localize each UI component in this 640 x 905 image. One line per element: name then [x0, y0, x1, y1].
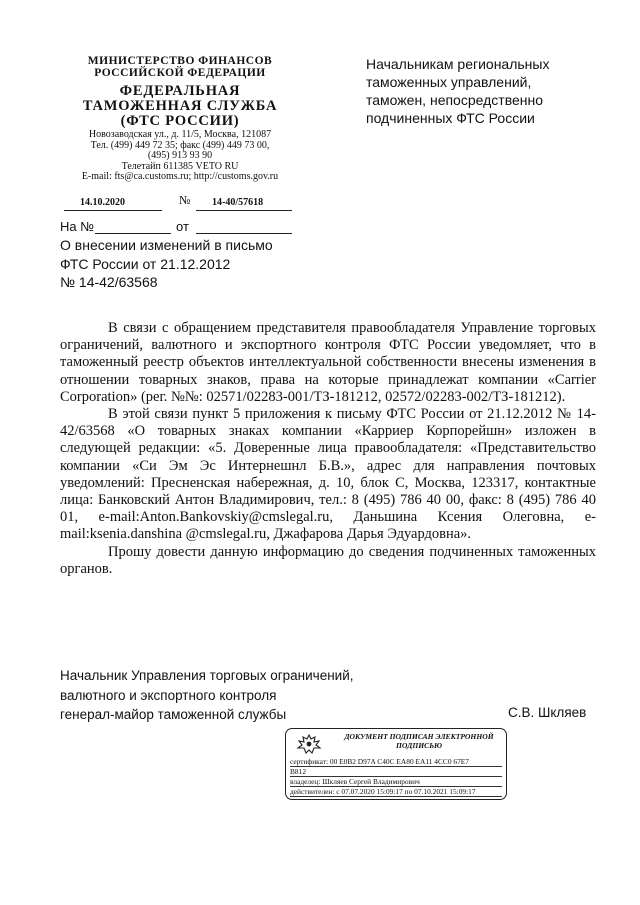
service-line: ТАМОЖЕННАЯ СЛУЖБА: [82, 98, 278, 114]
stamp-certificate: сертификат: 00 E0B2 D97A C40C EA80 EA11 4CC0 67E7: [290, 757, 502, 767]
registration-date: 14.10.2020: [80, 197, 125, 208]
reference-from-label: от: [176, 219, 189, 234]
subject-line: ФТС России от 21.12.2012: [60, 255, 231, 272]
stamp-title-line: ДОКУМЕНТ ПОДПИСАН ЭЛЕКТРОННОЙ: [344, 732, 494, 741]
addressee-line: таможенных управлений,: [366, 74, 532, 90]
body-paragraph: В связи с обращением представителя правообладателя Управление торговых ограничений, валютного и экспортного контроля ФТС России уведомляет, что в таможенный реестр объектов интеллектуальной собственности внесены изменения в отношении товарных знаков, права на которые принадлежат компании «Carrier Corporation» (рег. №№: 02571/02283-001/ТЗ-181212, 02572/02283-002/ТЗ-181212).: [60, 320, 596, 405]
service-line: (ФТС РОССИИ): [120, 113, 240, 129]
reference-number-label: На №: [60, 219, 95, 234]
stamp-title: [334, 733, 504, 750]
addressee-line: таможен, непосредственно: [366, 92, 544, 108]
ministry-name: [60, 55, 300, 79]
addressee-line: подчиненных ФТС России: [366, 110, 535, 126]
contact-block: [60, 130, 300, 183]
stamp-owner: владелец: Шкляев Сергей Владимирович: [290, 777, 502, 787]
signatory-position: [60, 666, 390, 725]
reference-date-underline: [196, 233, 292, 234]
subject-line: О внесении изменений в письмо: [60, 237, 273, 253]
subject-line: № 14-42/63568: [60, 274, 158, 290]
service-line: ФЕДЕРАЛЬНАЯ: [119, 83, 241, 99]
position-line: Начальник Управления торговых ограничений,: [60, 668, 354, 683]
contact-line: (495) 913 93 90: [147, 150, 213, 162]
ministry-line: РОССИЙСКОЙ ФЕДЕРАЦИИ: [94, 67, 266, 79]
position-line: генерал-майор таможенной службы: [60, 707, 287, 722]
contact-line: E-mail: fts@ca.customs.ru; http://customs.gov.ru: [81, 171, 279, 183]
body-paragraph: Прошу довести данную информацию до сведения подчиненных таможенных органов.: [60, 543, 596, 577]
number-sign: №: [179, 193, 191, 207]
position-line: валютного и экспортного контроля: [60, 687, 277, 703]
service-name: [60, 84, 300, 129]
addressee-block: [366, 55, 616, 127]
subject-block: [60, 236, 320, 292]
stamp-title-line: ПОДПИСЬЮ: [395, 740, 443, 750]
ministry-line: МИНИСТЕРСТВО ФИНАНСОВ: [87, 55, 273, 67]
contact-line: Тел. (499) 449 72 35; факс (499) 449 73 00,: [90, 139, 270, 151]
reference-number-underline: [95, 233, 171, 234]
addressee-line: Начальникам региональных: [366, 56, 550, 72]
number-underline: [196, 210, 292, 211]
eagle-emblem-icon: [294, 732, 324, 758]
stamp-validity: действителен: с 07.07.2020 15:09:17 по 07.10.2021 15:09:17: [290, 787, 502, 797]
registration-number: 14-40/57618: [212, 197, 264, 208]
stamp-certificate-cont: B812: [290, 767, 502, 777]
body-paragraph: В этой связи пункт 5 приложения к письму ФТС России от 21.12.2012 № 14-42/63568 «О товарных знаках компании «Карриер Корпорейшн» изложен в следующей редакции: «5. Доверенные лица правообладателя: «Представительство компании «Си Эм Эс Интернешнл Б.В.», адрес для направления почтовых уведомлений: Пресненская набережная, д. 10, блок С, Москва, 123317, контактные лица: Банковский Антон Владимирович, тел.: 8 (495) 786 40 00, факс: 8 (495) 786 40 01, e-mail:Anton.Bankovskiy@cmslegal.ru, Даньшина Ксения Олеговна, e-mail:ksenia.danshina @cmslegal.ru, Джафарова Дарья Эдуардовна».: [60, 406, 596, 543]
stamp-details: [290, 757, 502, 797]
date-underline: [64, 210, 162, 211]
letter-body: [60, 320, 596, 578]
electronic-signature-stamp: [285, 728, 507, 800]
contact-line: Новозаводская ул., д. 11/5, Москва, 121087: [88, 129, 272, 140]
contact-line: Телетайп 611385 VETO RU: [121, 160, 239, 172]
signatory-name: С.В. Шкляев: [508, 705, 587, 720]
